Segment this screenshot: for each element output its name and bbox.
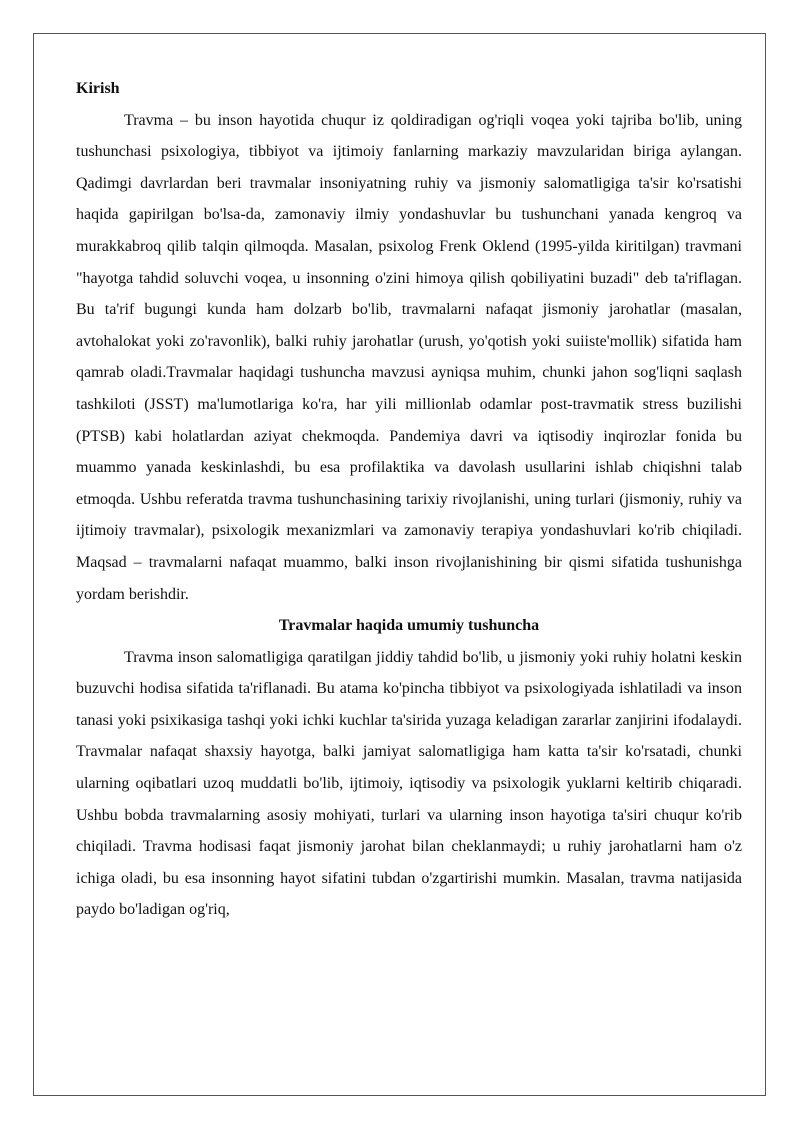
section-title-general-concept: Travmalar haqida umumiy tushuncha (278, 617, 540, 635)
section-title-kirish: Kirish (76, 80, 120, 97)
paragraph-introduction: Travma – bu inson hayotida chuqur iz qoldiradigan og'riqli voqea yoki tajriba bo'lib, uning tushunchasi psixologiya, tibbiyot va ijtimoiy fanlarning markaziy mavzularidan biriga aylangan. Qadimgi davrlardan beri travmalar insoniyatning ruhiy va jismoniy salomatligiga ta'sir ko'rsatishi haqida gapirilgan bo'lsa-da, zamonaviy ilmiy yondashuvlar bu tushunchani yanada kengroq va murakkabroq qilib talqin qilmoqda. Masalan, psixolog Frenk Oklend (1995-yilda kiritilgan) travmani "hayotga tahdid soluvchi voqea, u insonning o'zini himoya qilish qobiliyatini buzadi" deb ta'riflagan. Bu ta'rif bugungi kunda ham dolzarb bo'lib, travmalarni nafaqat jismoniy jarohatlar (masalan, avtohalokat yoki zo'ravonlik), balki ruhiy jarohatlar (urush, yo'qotish yoki suiiste'mollik) sifatida ham qamrab oladi.Travmalar haqidagi tushuncha mavzusi ayniqsa muhim, chunki jahon sog'liqni saqlash tashkiloti (JSST) ma'lumotlariga ko'ra, har yili millionlab odamlar post-travmatik stress buzilishi (PTSB) kabi holatlardan aziyat chekmoqda. Pandemiya davri va iqtisodiy inqirozlar fonida bu muammo yanada keskinlashdi, bu esa profilaktika va davolash usullarini ishlab chiqishni talab etmoqda. Ushbu referatda travma tushunchasining tarixiy rivojlanishi, uning turlari (jismoniy, ruhiy va ijtimoiy travmalar), psixologik mexanizmlari va zamonaviy terapiya yondashuvlari ko'rib chiqiladi. Maqsad – travmalarni nafaqat muammo, balki inson rivojlanishining bir qismi sifatida tushunishga yordam berishdir. (76, 111, 742, 603)
paragraph-general-concept: Travma inson salomatligiga qaratilgan jiddiy tahdid bo'lib, u jismoniy yoki ruhiy holatni keskin buzuvchi hodisa sifatida ta'riflanadi. Bu atama ko'pincha tibbiyot va psixologiyada ishlatiladi va inson tanasi yoki psixikasiga tashqi yoki ichki kuchlar ta'sirida yuzaga keladigan zararlar zanjirini ifodalaydi. Travmalar nafaqat shaxsiy hayotga, balki jamiyat salomatligiga ham katta ta'sir ko'rsatadi, chunki ularning oqibatlari uzoq muddatli bo'lib, ijtimoiy, iqtisodiy va psixologik yuklarni keltirib chiqaradi. Ushbu bobda travmalarning asosiy mohiyati, turlari va ularning inson hayotiga ta'siri chuqur ko'rib chiqiladi. Travma hodisasi faqat jismoniy jarohat bilan cheklanmaydi; u ruhiy jarohatlarni ham o'z ichiga oladi, bu esa insonning hayot sifatini tubdan o'zgartirishi mumkin. Masalan, travma natijasida paydo bo'ladigan og'riq, (76, 648, 742, 919)
document-body (76, 73, 742, 926)
